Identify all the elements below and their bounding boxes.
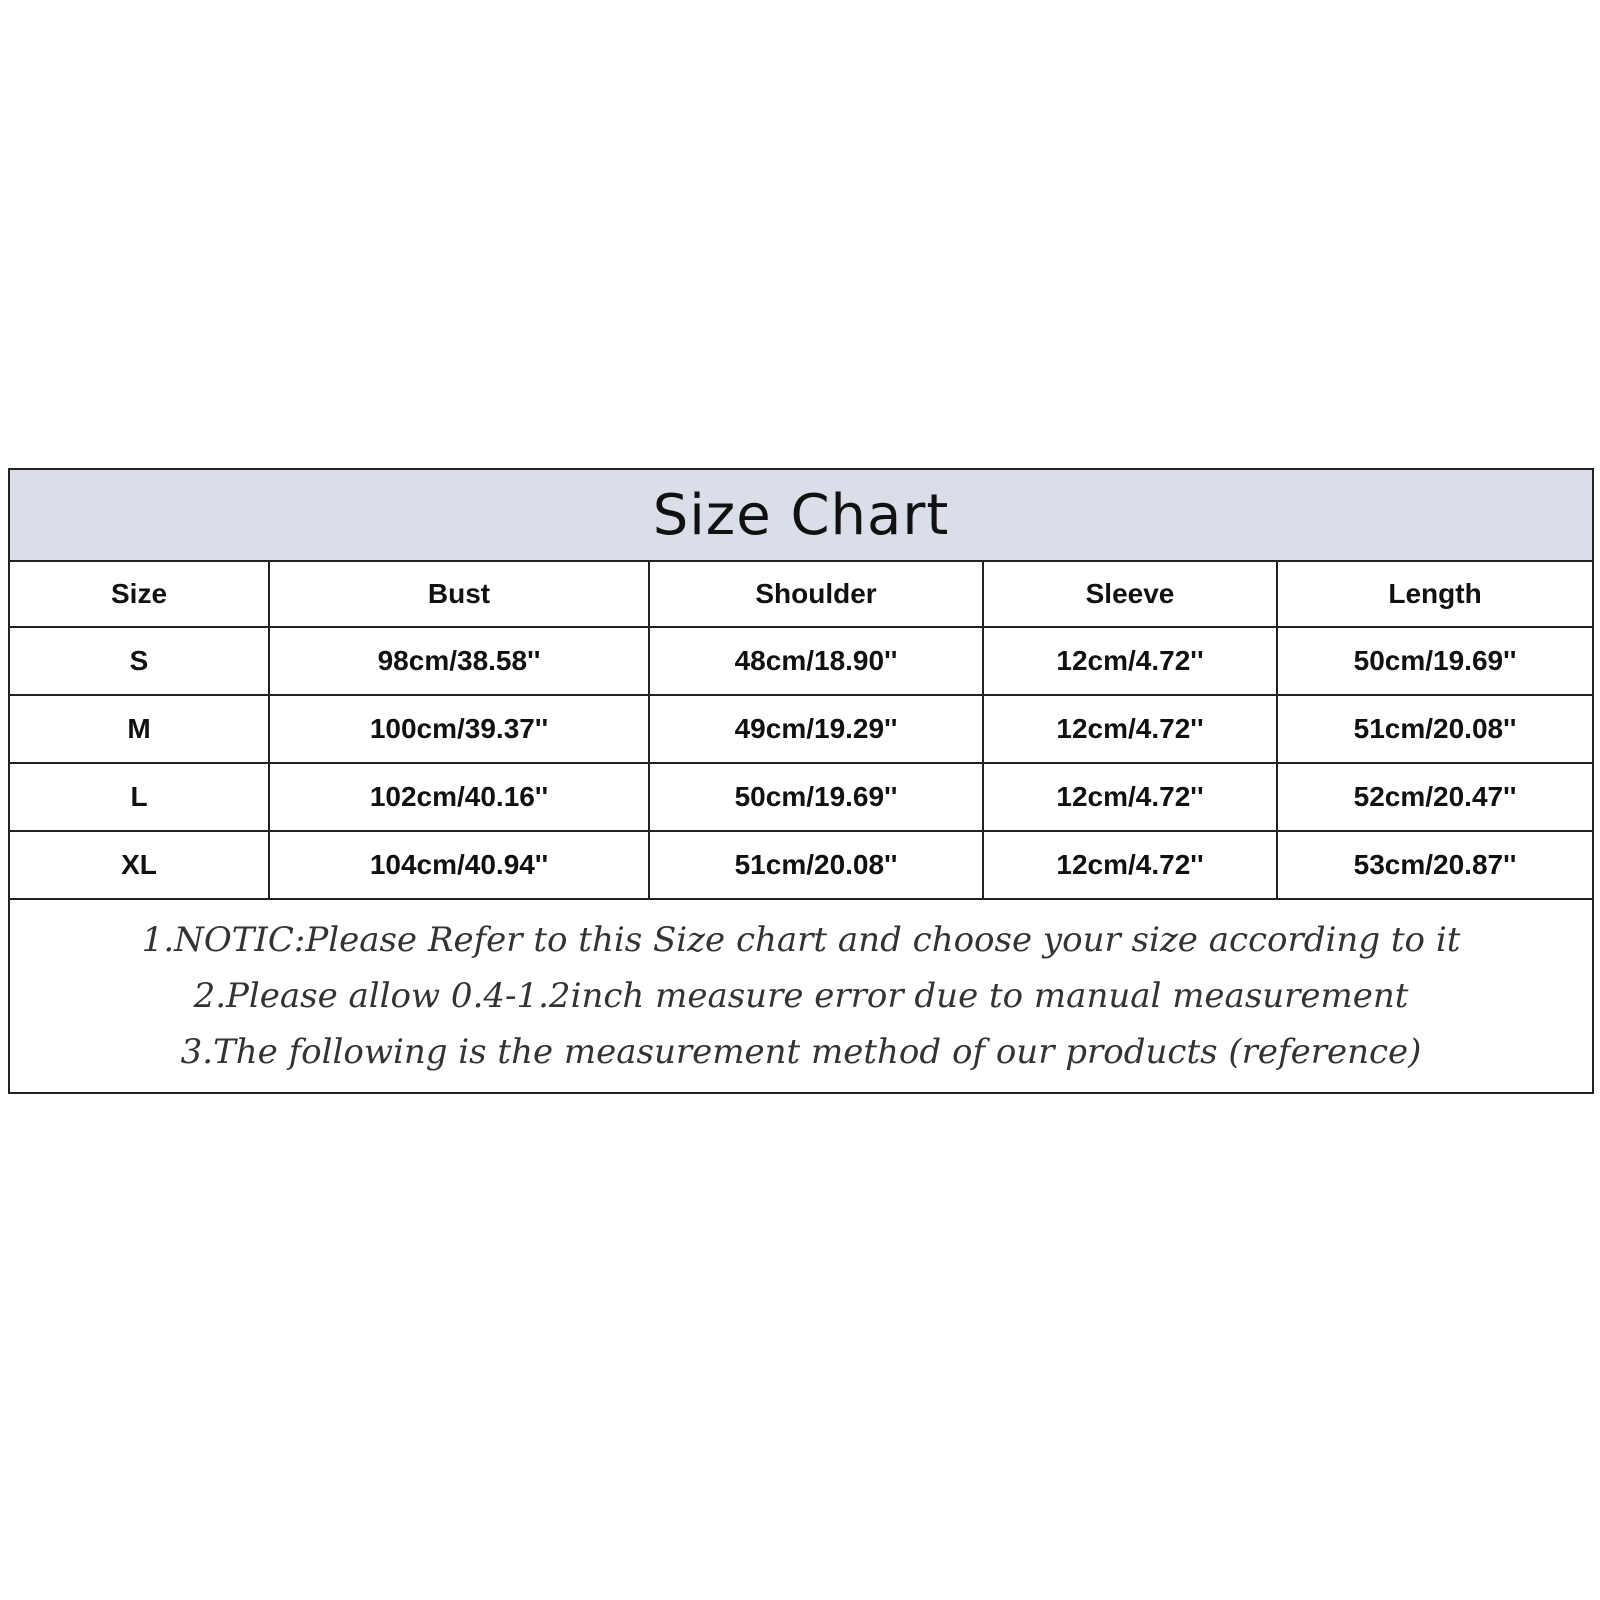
bust-cell: 102cm/40.16'' (269, 763, 649, 831)
size-cell: S (9, 627, 269, 695)
column-header-size: Size (9, 561, 269, 627)
bust-cell: 98cm/38.58'' (269, 627, 649, 695)
shoulder-cell: 49cm/19.29'' (649, 695, 983, 763)
note-line-2: 2.Please allow 0.4-1.2inch measure error due to manual measurement (193, 976, 1409, 1016)
table-row (9, 831, 1593, 899)
length-cell: 50cm/19.69'' (1277, 627, 1593, 695)
table-row (9, 763, 1593, 831)
shoulder-cell: 50cm/19.69'' (649, 763, 983, 831)
sleeve-cell: 12cm/4.72'' (983, 763, 1277, 831)
length-cell: 53cm/20.87'' (1277, 831, 1593, 899)
column-header-sleeve: Sleeve (983, 561, 1277, 627)
sleeve-cell: 12cm/4.72'' (983, 627, 1277, 695)
sleeve-cell: 12cm/4.72'' (983, 831, 1277, 899)
shoulder-cell: 51cm/20.08'' (649, 831, 983, 899)
table-row (9, 627, 1593, 695)
note-line-3: 3.The following is the measurement method of our products (reference) (180, 1032, 1422, 1072)
shoulder-cell: 48cm/18.90'' (649, 627, 983, 695)
header-row (9, 561, 1593, 627)
column-header-shoulder: Shoulder (649, 561, 983, 627)
size-chart-table (8, 468, 1594, 1094)
table-row (9, 695, 1593, 763)
bust-cell: 100cm/39.37'' (269, 695, 649, 763)
sleeve-cell: 12cm/4.72'' (983, 695, 1277, 763)
size-cell: XL (9, 831, 269, 899)
length-cell: 51cm/20.08'' (1277, 695, 1593, 763)
table-title: Size Chart (9, 469, 1593, 561)
notes-section (9, 899, 1593, 1093)
note-line-1: 1.NOTIC:Please Refer to this Size chart and choose your size according to it (141, 920, 1461, 960)
column-header-bust: Bust (269, 561, 649, 627)
bust-cell: 104cm/40.94'' (269, 831, 649, 899)
size-cell: M (9, 695, 269, 763)
size-cell: L (9, 763, 269, 831)
column-header-length: Length (1277, 561, 1593, 627)
length-cell: 52cm/20.47'' (1277, 763, 1593, 831)
